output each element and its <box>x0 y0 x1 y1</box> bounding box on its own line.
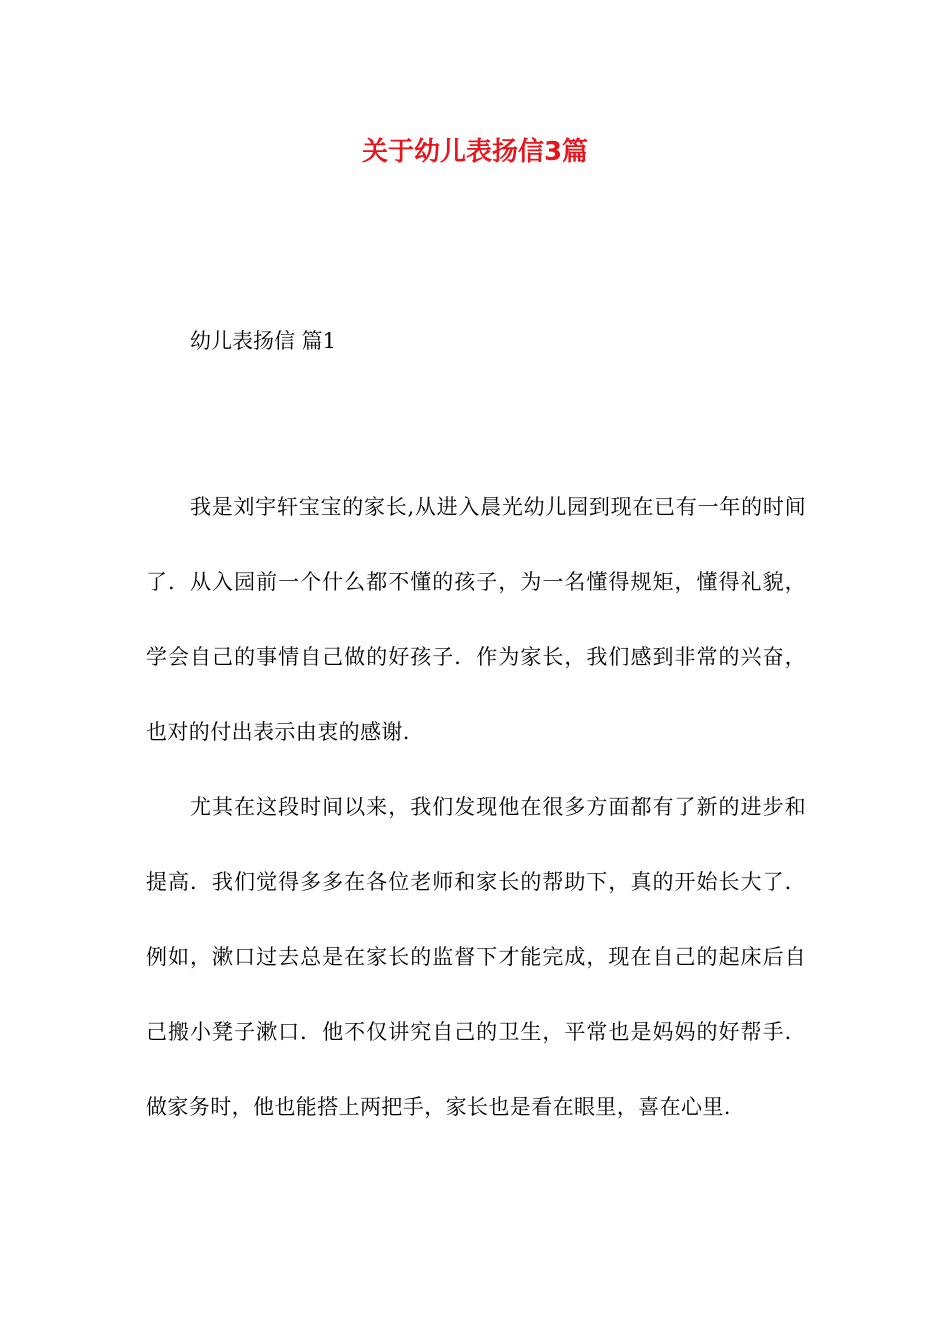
paragraph-2: 尤其在这段时间以来，我们发现他在很多方面都有了新的进步和提高．我们觉得多多在各位老师和家长的帮助下，真的开始长大了．例如，漱口过去总是在家长的监督下才能完成，现在自己的起床后自己搬小凳子漱口．他不仅讲究自己的卫生，平常也是妈妈的好帮手．做家务时，他也能搭上两把手，家长也是看在眼里，喜在心里. <box>146 795 806 1119</box>
section-heading: 幼儿表扬信 篇1 <box>190 329 337 353</box>
document-body <box>146 470 806 1145</box>
document-title: 关于幼儿表扬信3篇 <box>361 137 589 167</box>
paragraph-1: 我是刘宇轩宝宝的家长,从进入晨光幼儿园到现在已有一年的时间了．从入园前一个什么都不懂的孩子，为一名懂得规矩，懂得礼貌，学会自己的事情自己做的好孩子．作为家长，我们感到非常的兴奋，也对的付出表示由衷的感谢. <box>146 495 806 744</box>
